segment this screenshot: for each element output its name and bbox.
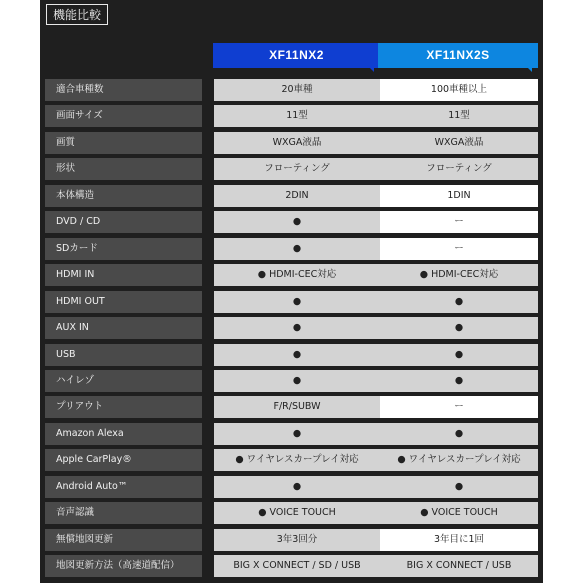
row-label: 音声認識: [45, 502, 202, 524]
model-name-1: XF11NX2: [269, 48, 324, 62]
cell-model-1: ●: [214, 211, 380, 233]
table-row: [40, 476, 543, 498]
row-label: HDMI OUT: [45, 291, 202, 313]
row-label: Apple CarPlay®: [45, 449, 202, 471]
cell-model-2: 3年目に1回: [380, 529, 538, 551]
cell-model-2: ● ワイヤレスカープレイ対応: [380, 449, 538, 471]
cell-model-2: 1DIN: [380, 185, 538, 207]
row-label: DVD / CD: [45, 211, 202, 233]
cell-model-1: 11型: [214, 105, 380, 127]
cell-model-1: ●: [214, 370, 380, 392]
table-row: [40, 264, 543, 286]
table-row: [40, 211, 543, 233]
row-label: 地図更新方法（高速道配信）: [45, 555, 202, 577]
table-row: [40, 423, 543, 445]
row-label: SDカード: [45, 238, 202, 260]
table-row: [40, 238, 543, 260]
row-label: 適合車種数: [45, 79, 202, 101]
cell-model-1: ●: [214, 317, 380, 339]
row-label: AUX IN: [45, 317, 202, 339]
row-label: プリアウト: [45, 396, 202, 418]
cell-model-1: ● VOICE TOUCH: [214, 502, 380, 524]
cell-model-2: ●: [380, 476, 538, 498]
model-name-2: XF11NX2S: [426, 48, 490, 62]
cell-model-2: ●: [380, 291, 538, 313]
comparison-panel: [40, 0, 543, 583]
table-row: [40, 396, 543, 418]
row-label: 画面サイズ: [45, 105, 202, 127]
header-notch-1: [367, 65, 374, 72]
cell-model-1: ●: [214, 476, 380, 498]
cell-model-2: フローティング: [380, 158, 538, 180]
row-label: 無償地図更新: [45, 529, 202, 551]
cell-model-1: 2DIN: [214, 185, 380, 207]
row-label: HDMI IN: [45, 264, 202, 286]
cell-model-1: ●: [214, 344, 380, 366]
cell-model-2: 11型: [380, 105, 538, 127]
table-row: [40, 555, 543, 577]
model-header-2: [378, 43, 538, 68]
cell-model-2: ●: [380, 370, 538, 392]
cell-model-1: 20車種: [214, 79, 380, 101]
cell-model-2: ー: [380, 238, 538, 260]
table-row: [40, 370, 543, 392]
cell-model-1: 3年3回分: [214, 529, 380, 551]
cell-model-1: BIG X CONNECT / SD / USB: [214, 555, 380, 577]
row-label: 形状: [45, 158, 202, 180]
cell-model-2: ー: [380, 396, 538, 418]
table-row: [40, 344, 543, 366]
cell-model-1: フローティング: [214, 158, 380, 180]
cell-model-2: ● HDMI-CEC対応: [380, 264, 538, 286]
cell-model-2: ●: [380, 344, 538, 366]
row-label: USB: [45, 344, 202, 366]
cell-model-2: 100車種以上: [380, 79, 538, 101]
cell-model-1: ●: [214, 423, 380, 445]
table-row: [40, 132, 543, 154]
row-label: Amazon Alexa: [45, 423, 202, 445]
cell-model-1: WXGA液晶: [214, 132, 380, 154]
cell-model-1: ●: [214, 291, 380, 313]
cell-model-2: BIG X CONNECT / USB: [380, 555, 538, 577]
cell-model-1: ● HDMI-CEC対応: [214, 264, 380, 286]
table-row: [40, 529, 543, 551]
cell-model-2: ●: [380, 317, 538, 339]
table-row: [40, 449, 543, 471]
cell-model-2: ● VOICE TOUCH: [380, 502, 538, 524]
table-row: [40, 158, 543, 180]
row-label: 本体構造: [45, 185, 202, 207]
table-row: [40, 105, 543, 127]
table-row: [40, 502, 543, 524]
cell-model-1: ● ワイヤレスカープレイ対応: [214, 449, 380, 471]
model-header-1: [213, 43, 380, 68]
cell-model-2: WXGA液晶: [380, 132, 538, 154]
cell-model-2: ●: [380, 423, 538, 445]
row-label: 画質: [45, 132, 202, 154]
section-title: 機能比較: [46, 4, 108, 25]
table-row: [40, 317, 543, 339]
table-row: [40, 185, 543, 207]
cell-model-1: F/R/SUBW: [214, 396, 380, 418]
row-label: Android Auto™: [45, 476, 202, 498]
table-row: [40, 79, 543, 101]
cell-model-1: ●: [214, 238, 380, 260]
table-row: [40, 291, 543, 313]
header-notch-2: [525, 65, 532, 72]
cell-model-2: ー: [380, 211, 538, 233]
row-label: ハイレゾ: [45, 370, 202, 392]
